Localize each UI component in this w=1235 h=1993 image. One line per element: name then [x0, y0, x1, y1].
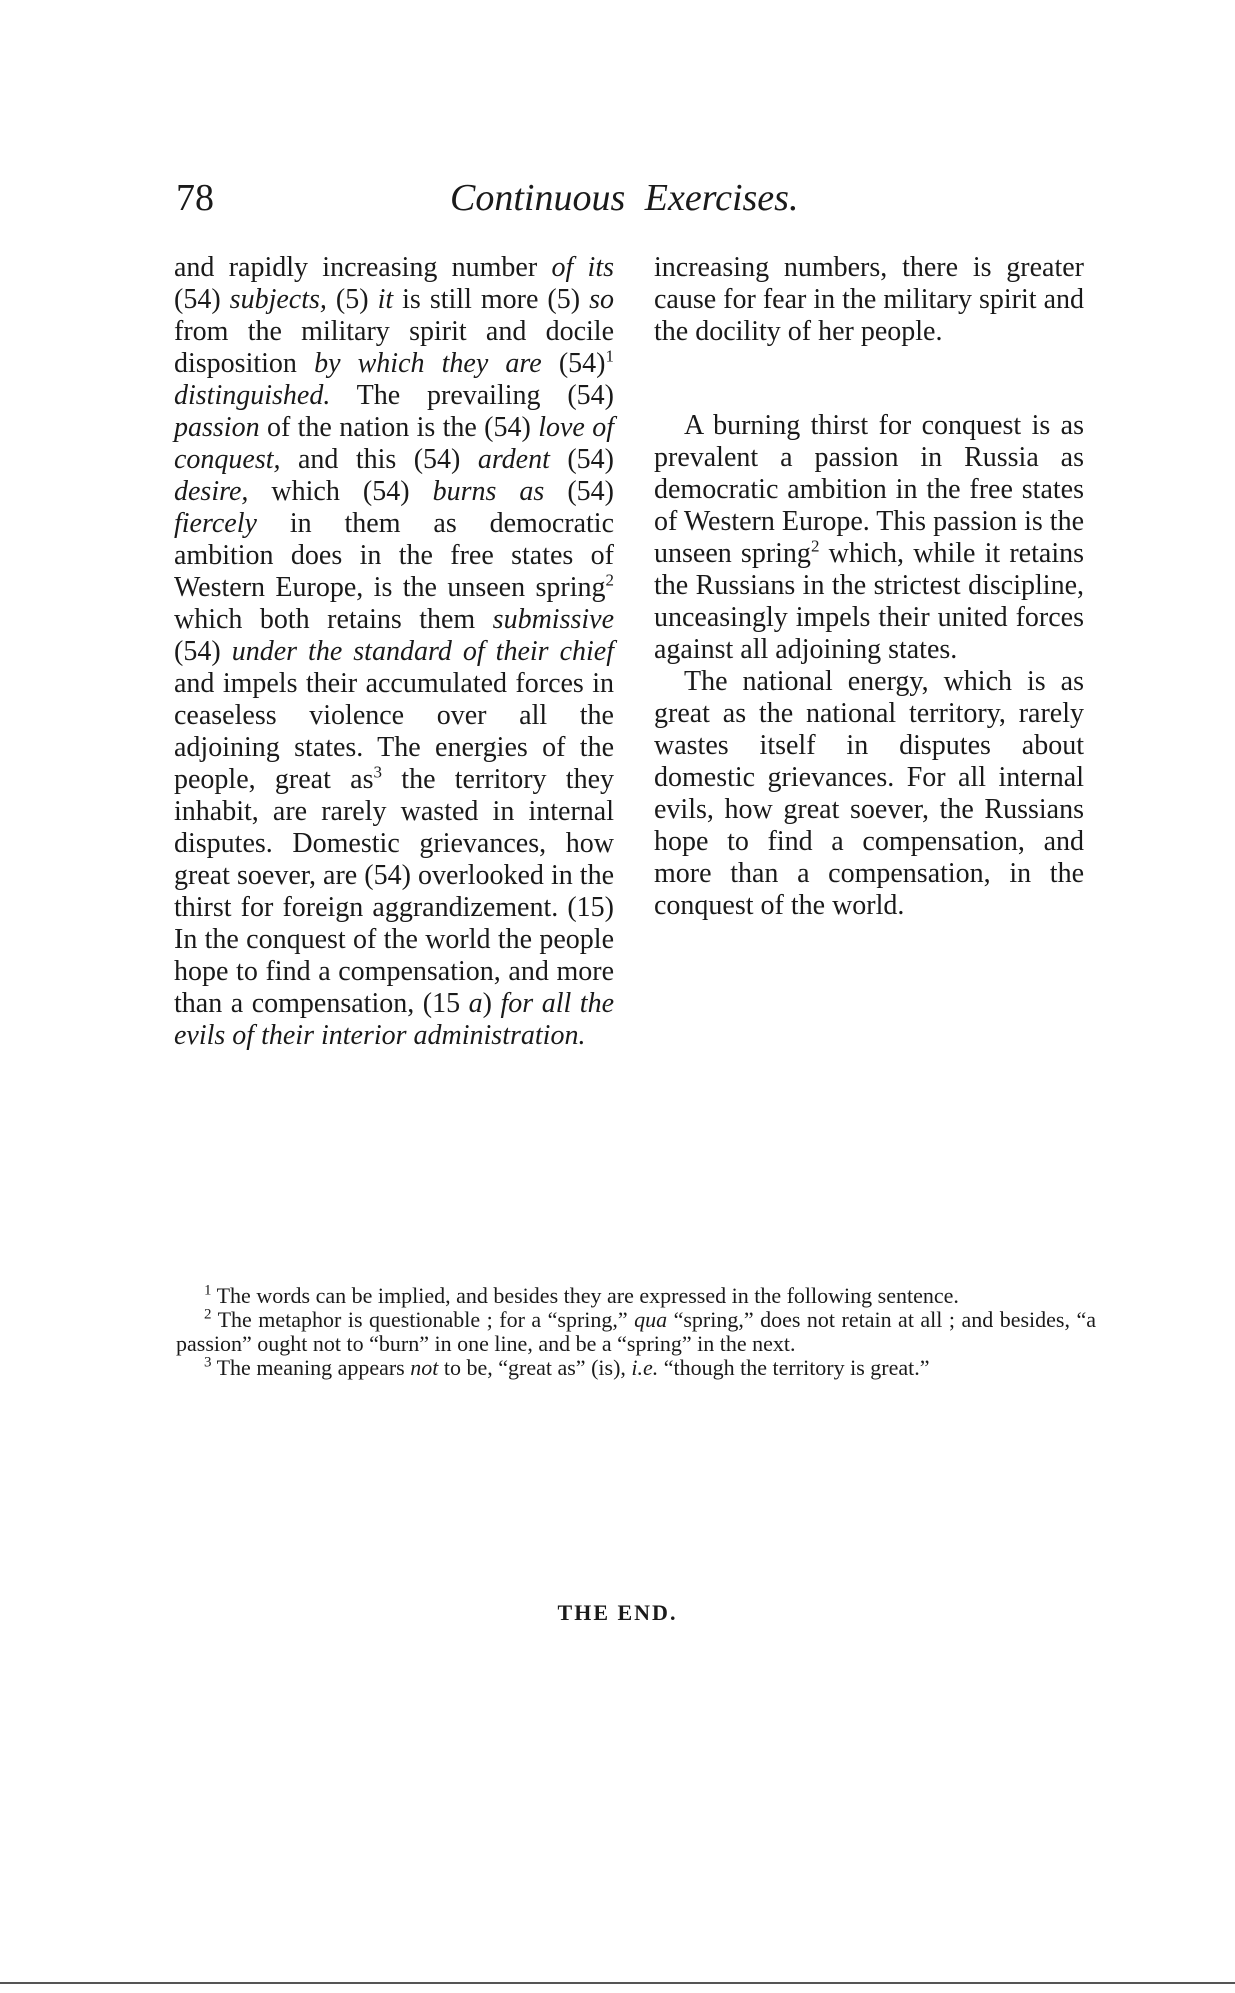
text-run: the territory they inhabit, are rarely wasted in internal disputes. Domestic grievances, how great soever, are (54) overlooked in the thirst for foreign aggrandizement. (15) In the conquest of the world the people hope to find a compensation, and more than a compensation, (15 — [174, 764, 615, 1019]
right-column-paragraph-3: The national energy, which is as great as the national territory, rarely wastes itself in disputes about domestic grievances. For all internal evils, how great soever, the Russians hope to find a compensation, and more than a compensation, in the conquest of the world. — [654, 666, 1084, 921]
italic-run: under the standard of their chief — [231, 636, 614, 667]
footnote-text: “spring,” does not retain at all ; and besides, “a passion” ought not to “burn” in one line, and be a “spring” in the next. — [176, 1307, 1096, 1356]
footnote-3 — [176, 1356, 1096, 1380]
left-column-paragraph — [174, 252, 614, 1052]
footnote-text: The metaphor is questionable ; for a “spring,” — [217, 1307, 635, 1332]
italic-run: of its — [551, 252, 615, 283]
footnote-text: The words can be implied, and besides they are expressed in the following sentence. — [216, 1283, 959, 1308]
footnote-2 — [176, 1308, 1096, 1356]
text-run: ) — [482, 988, 501, 1019]
footnote-marker: 2 — [605, 570, 614, 590]
footnote-text: “though the territory is great.” — [658, 1355, 930, 1380]
text-run: and rapidly increasing number — [174, 252, 552, 283]
page-number: 78 — [176, 177, 214, 219]
text-run: (5) — [326, 284, 378, 315]
the-end: THE END. — [557, 1600, 678, 1625]
text-run: and this (54) — [280, 444, 478, 475]
text-run: A burning thirst for conquest is as prevalent a passion in Russia as democratic ambition in the free states of Western Europe. This passion is the unseen spring — [654, 410, 1084, 569]
footnote-number: 1 — [204, 1282, 212, 1299]
italic-run: qua — [634, 1307, 668, 1332]
italic-run: love of conquest, — [174, 412, 614, 475]
italic-run: by which they are — [314, 348, 542, 379]
footnote-text: to be, “great as” (is), — [438, 1355, 632, 1380]
italic-run: passion — [174, 412, 260, 443]
text-run: (54) — [549, 444, 614, 475]
text-run: and impels their accumulated forces in ceaseless violence over all the adjoining states. The energies of the people, great as — [174, 668, 614, 795]
footnotes — [176, 1284, 1096, 1380]
text-run: which (54) — [248, 476, 433, 507]
running-head: Continuous Exercises. — [450, 177, 799, 219]
left-column — [174, 252, 614, 1052]
italic-run: a — [468, 988, 483, 1019]
italic-run: for all the evils of their interior administration. — [174, 988, 614, 1051]
text-run: of the nation is the (54) — [259, 412, 539, 443]
italic-run: fiercely — [174, 508, 257, 539]
page-bottom-edge — [0, 1982, 1235, 1984]
footnote-number: 2 — [204, 1306, 212, 1323]
right-column-paragraph-1: increasing numbers, there is greater cause for fear in the military spirit and the docility of her people. — [654, 252, 1084, 347]
text-run: from the military spirit and docile disposition — [174, 316, 614, 379]
footnote-marker: 3 — [373, 762, 382, 782]
italic-run: it — [377, 284, 394, 315]
footnote-marker: 1 — [605, 346, 615, 366]
text-run: The prevailing (54) — [330, 380, 614, 411]
footnote-number: 3 — [204, 1354, 212, 1371]
italic-run: burns as — [432, 476, 545, 507]
footnote-marker: 2 — [810, 536, 820, 556]
paragraph-gap — [654, 348, 1084, 410]
text-run: (54) — [174, 636, 232, 667]
text-run: in them as democratic ambition does in the free states of Western Europe, is the unseen spring — [174, 508, 614, 603]
footnote-text: The meaning appears — [216, 1355, 411, 1380]
text-run: is still more (5) — [393, 284, 590, 315]
italic-run: desire, — [174, 476, 249, 507]
italic-run: subjects, — [229, 284, 327, 315]
italic-run: so — [589, 284, 614, 315]
italic-run: not — [410, 1355, 439, 1380]
text-run: which both retains them — [174, 604, 493, 635]
right-column — [654, 252, 1084, 922]
text-run: (54) — [174, 284, 230, 315]
right-column-paragraph-2 — [654, 410, 1084, 666]
italic-run: i.e. — [631, 1355, 659, 1380]
text-run: which, while it retains the Russians in the strictest discipline, unceasingly impels their united forces against all adjoining states. — [654, 538, 1084, 665]
italic-run: distinguished. — [174, 380, 331, 411]
text-run: (54) — [544, 476, 614, 507]
italic-run: ardent — [477, 444, 550, 475]
italic-run: submissive — [492, 604, 614, 635]
text-run: (54) — [541, 348, 606, 379]
footnote-1 — [176, 1284, 1096, 1308]
